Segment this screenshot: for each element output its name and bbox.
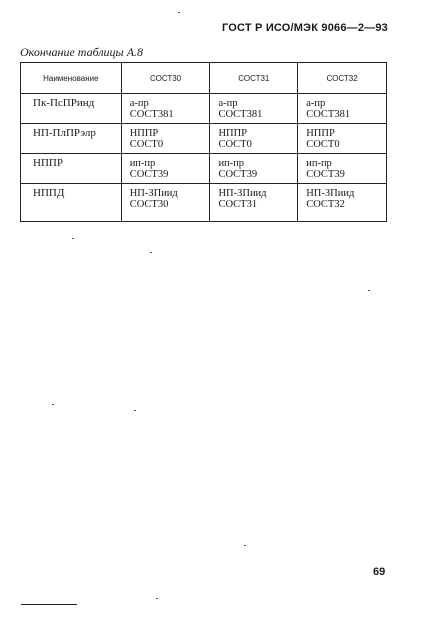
column-header-sost32: СОСТ32 bbox=[298, 63, 387, 94]
data-table bbox=[20, 62, 387, 222]
row-name: НППД bbox=[21, 184, 122, 222]
page-number: 69 bbox=[373, 566, 386, 578]
footnote-rule bbox=[21, 604, 77, 605]
scan-speck bbox=[72, 238, 74, 239]
cell-value: НППР bbox=[129, 128, 159, 139]
table-cell bbox=[121, 154, 210, 184]
column-header-sost30: СОСТ30 bbox=[121, 63, 210, 94]
cell-state: СОСТ0 bbox=[306, 139, 340, 150]
document-header: ГОСТ Р ИСО/МЭК 9066—2—93 bbox=[221, 22, 388, 34]
row-name: НППР bbox=[21, 154, 122, 184]
cell-value: НП-ЗПиид bbox=[306, 188, 355, 199]
table-caption: Окончание таблицы А.8 bbox=[20, 45, 144, 59]
table-cell bbox=[298, 154, 387, 184]
scan-speck bbox=[244, 545, 246, 546]
scan-speck bbox=[156, 598, 158, 599]
cell-value: ип-пр bbox=[129, 158, 156, 169]
cell-state: СОСТ381 bbox=[129, 109, 174, 120]
cell-state: СОСТ39 bbox=[129, 169, 169, 180]
table-row bbox=[21, 94, 387, 124]
cell-value: НП-ЗПиид bbox=[129, 188, 178, 199]
cell-value: а-пр bbox=[129, 98, 149, 109]
cell-state: СОСТ381 bbox=[218, 109, 263, 120]
cell-state: СОСТ0 bbox=[129, 139, 164, 150]
scan-speck bbox=[178, 12, 180, 13]
cell-state: СОСТ39 bbox=[218, 169, 258, 180]
table-row bbox=[21, 184, 387, 222]
cell-value: ип-пр bbox=[306, 158, 332, 169]
scan-speck bbox=[52, 404, 54, 405]
table-header-row bbox=[21, 63, 387, 94]
cell-value: НППР bbox=[218, 128, 248, 139]
row-name: НП-ПлПРэлр bbox=[21, 124, 122, 154]
table-cell bbox=[210, 124, 298, 154]
row-name: Пк-ПсПРинд bbox=[21, 94, 122, 124]
cell-state: СОСТ32 bbox=[306, 199, 345, 210]
table-cell bbox=[298, 124, 387, 154]
table-row bbox=[21, 124, 387, 154]
table-cell bbox=[210, 184, 298, 222]
cell-value: НП-ЗПиид bbox=[218, 188, 267, 199]
scan-speck bbox=[150, 252, 152, 253]
cell-value: ип-пр bbox=[218, 158, 245, 169]
cell-value: НППР bbox=[306, 128, 335, 139]
cell-state: СОСТ0 bbox=[218, 139, 252, 150]
cell-value: а-пр bbox=[218, 98, 238, 109]
table-cell bbox=[121, 184, 210, 222]
table-cell bbox=[121, 124, 210, 154]
scan-speck bbox=[368, 290, 370, 291]
table-cell bbox=[210, 94, 298, 124]
column-header-name: Наименование bbox=[21, 63, 122, 94]
cell-state: СОСТ381 bbox=[306, 109, 351, 120]
table-cell bbox=[298, 184, 387, 222]
column-header-sost31: СОСТ31 bbox=[210, 63, 298, 94]
table-cell bbox=[298, 94, 387, 124]
cell-value: а-пр bbox=[306, 98, 326, 109]
scan-speck bbox=[134, 410, 136, 411]
table-row bbox=[21, 154, 387, 184]
table-cell bbox=[121, 94, 210, 124]
table-cell bbox=[210, 154, 298, 184]
cell-state: СОСТ39 bbox=[306, 169, 345, 180]
cell-state: СОСТ31 bbox=[218, 199, 258, 210]
cell-state: СОСТ30 bbox=[129, 199, 169, 210]
